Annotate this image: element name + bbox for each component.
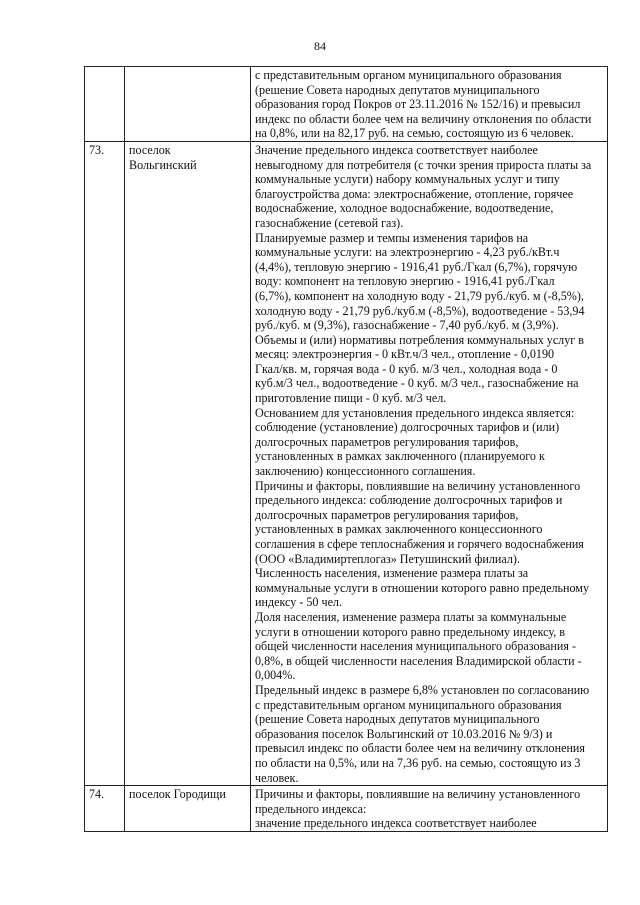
description-cell (251, 67, 608, 142)
description-cell (251, 141, 608, 785)
description-paragraph: с представительным органом муниципального образования (решение Совета народных депутатов муниципального образования город Покров от 23.11.2016 № 152/16) и превысил индекс по области более чем на величину отклонения по области на 0,8%, или на 82,17 руб. на семью, состоящую из 6 человек. (255, 68, 592, 141)
table-row (85, 141, 608, 785)
tariff-index-table (84, 66, 608, 832)
table-row (85, 67, 608, 142)
description-cell (251, 786, 608, 832)
description-paragraph: Причины и факторы, повлиявшие на величину установленного предельного индекса: значение предельного индекса соответствует наиболее (255, 787, 581, 831)
municipality-cell (125, 786, 251, 832)
table-row (85, 786, 608, 832)
row-number-cell (85, 786, 125, 832)
table-body (85, 67, 608, 832)
municipality-cell (125, 141, 251, 785)
description-paragraph: Численность населения, изменение размера платы за коммунальные услуги в отношении которого равно предельному индексу - 50 чел. (255, 566, 590, 610)
row-number-cell (85, 141, 125, 785)
municipality-name: поселок Вольгинский (129, 142, 197, 172)
row-number: 73. (89, 142, 105, 157)
row-number: 74. (89, 787, 105, 802)
page-number: 84 (314, 39, 326, 53)
description-paragraph: Объемы и (или) нормативы потребления коммунальных услуг в месяц: электроэнергия - 0 кВт.ч/3 чел., отопление - 0,0190 Гкал/кв. м, горячая вода - 0 куб. м/3 чел., холодная вода - 0 куб.м/3 чел., водоотведение - 0 куб. м/3 чел., газоснабжение на приготовление пищи - 0 куб. м/3 чел. (255, 332, 584, 406)
description-paragraph: Основанием для установления предельного индекса является: соблюдение (установление) долгосрочных тарифов и (или) долгосрочных параметров регулирования тарифов, установленных в рамках заключенного (планируемого к заключению) концессионного соглашения. (255, 405, 575, 479)
municipality-cell (125, 67, 251, 142)
municipality-name: поселок Городищи (129, 787, 226, 802)
description-paragraph: Значение предельного индекса соответствует наиболее невыгодному для потребителя (с точки зрения прироста платы за коммунальные услуги) набору коммунальных услуг и типу благоустройства дома: электроснабжение, отопление, горячее водоснабжение, холодное водоснабжение, водоотведение, газоснабжение (сетевой газ). (255, 142, 592, 230)
description-paragraph: Планируемые размер и темпы изменения тарифов на коммунальные услуги: на электроэнергию - 4,23 руб./кВт.ч (4,4%), тепловую энергию - 1916,41 руб./Гкал (6,7%), горячую воду: компонент на тепловую энергию - 1916,41 руб./Гкал (6,7%), компонент на холодную воду - 21,79 руб./куб. м (-8,5%), холодную воду - 21,79 руб./куб.м (-8,5%), водоотведение - 53,94 руб./куб. м (9,3%), газоснабжение - 7,40 руб./куб. м (3,9%). (255, 230, 585, 333)
description-paragraph: Доля населения, изменение размера платы за коммунальные услуги в отношении которого равно предельному индексу, в общей численности населения муниципального образования - 0,8%, в общей численности населения Владимирской области - 0,004%. (255, 609, 582, 683)
description-paragraph: Предельный индекс в размере 6,8% установлен по согласованию с представительным органом муниципального образования (решение Совета народных депутатов муниципального образования поселок Вольгинский от 10.03.2016 № 9/3) и превысил индекс по области более чем на величину отклонения по области на 0,5%, или на 7,36 руб. на семью, состоящую из 3 человек. (255, 682, 590, 785)
description-paragraph: Причины и факторы, повлиявшие на величину установленного предельного индекса: соблюдение долгосрочных тарифов и долгосрочных параметров регулирования тарифов, установленных в рамках заключенного концессионного соглашения в сфере теплоснабжения и горячего водоснабжения (ООО «Владимиртеплогаз» Петушинский филиал). (255, 478, 584, 566)
row-number-cell (85, 67, 125, 142)
